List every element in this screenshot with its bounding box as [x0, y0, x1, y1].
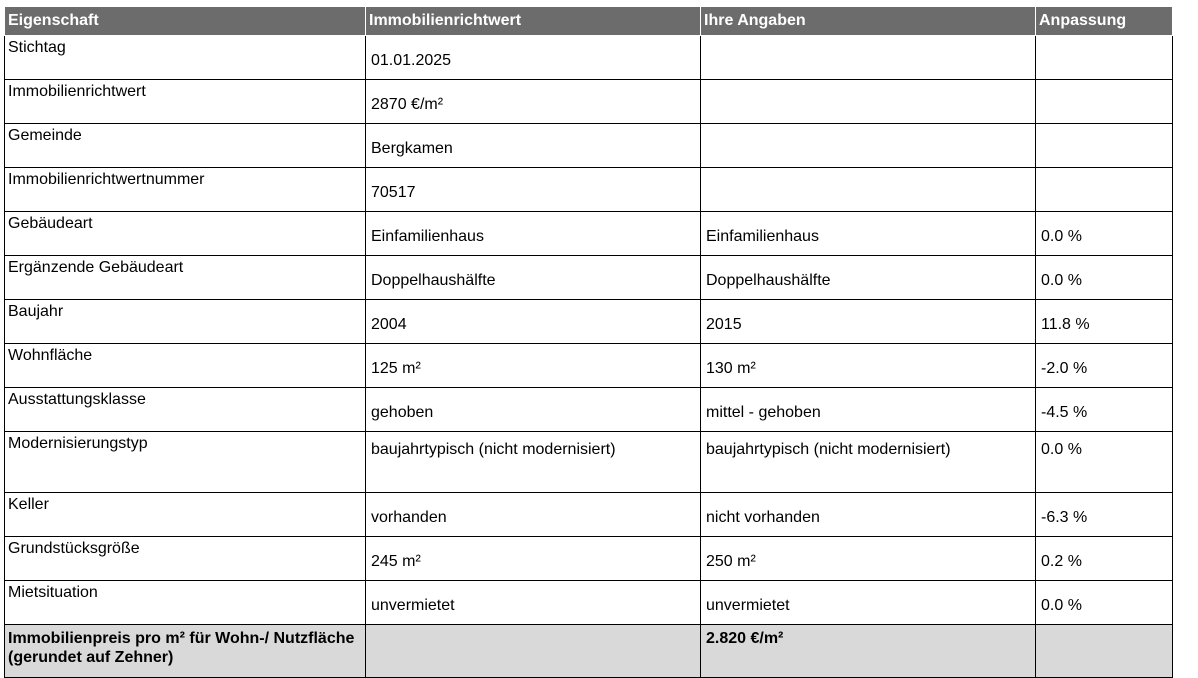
cell-adjustment: 0.0 %: [1036, 581, 1173, 625]
cell-reference: gehoben: [366, 388, 701, 432]
cell-input: 130 m²: [701, 344, 1036, 388]
cell-adjustment: [1036, 124, 1173, 168]
cell-reference: baujahrtypisch (nicht modernisiert): [366, 432, 701, 493]
table-row: [5, 212, 1173, 256]
cell-input: mittel - gehoben: [701, 388, 1036, 432]
total-row: [5, 625, 1173, 678]
table-row: [5, 124, 1173, 168]
table-row: [5, 168, 1173, 212]
header-reference: Immobilienrichtwert: [366, 7, 701, 36]
cell-reference: 01.01.2025: [366, 36, 701, 80]
cell-property: Immobilienrichtwert: [5, 80, 366, 124]
cell-property: Baujahr: [5, 300, 366, 344]
cell-property: Mietsituation: [5, 581, 366, 625]
cell-reference: 2004: [366, 300, 701, 344]
cell-property: Modernisierungstyp: [5, 432, 366, 493]
cell-reference: Einfamilienhaus: [366, 212, 701, 256]
cell-property: Ergänzende Gebäudeart: [5, 256, 366, 300]
cell-property: Ausstattungsklasse: [5, 388, 366, 432]
table-row: [5, 256, 1173, 300]
cell-property: Immobilienrichtwertnummer: [5, 168, 366, 212]
cell-adjustment: 11.8 %: [1036, 300, 1173, 344]
cell-adjustment: 0.2 %: [1036, 537, 1173, 581]
table-row: [5, 581, 1173, 625]
valuation-table: [4, 6, 1173, 678]
table-row: [5, 537, 1173, 581]
cell-adjustment: [1036, 36, 1173, 80]
table-row: [5, 493, 1173, 537]
cell-property: Keller: [5, 493, 366, 537]
cell-adjustment: 0.0 %: [1036, 212, 1173, 256]
cell-property: Gemeinde: [5, 124, 366, 168]
table-row: [5, 388, 1173, 432]
cell-adjustment: [1036, 168, 1173, 212]
cell-input: baujahrtypisch (nicht modernisiert): [701, 432, 1036, 493]
header-input: Ihre Angaben: [701, 7, 1036, 36]
cell-input: [701, 36, 1036, 80]
header-adjustment: Anpassung: [1036, 7, 1173, 36]
cell-reference: unvermietet: [366, 581, 701, 625]
cell-reference: 125 m²: [366, 344, 701, 388]
cell-input: 250 m²: [701, 537, 1036, 581]
cell-input: Einfamilienhaus: [701, 212, 1036, 256]
cell-reference: Bergkamen: [366, 124, 701, 168]
cell-adjustment: -2.0 %: [1036, 344, 1173, 388]
cell-input: [701, 80, 1036, 124]
cell-property: Wohnfläche: [5, 344, 366, 388]
cell-adjustment: -6.3 %: [1036, 493, 1173, 537]
cell-reference: Doppelhaushälfte: [366, 256, 701, 300]
table-row: [5, 432, 1173, 493]
cell-input: [701, 168, 1036, 212]
cell-adjustment: [1036, 80, 1173, 124]
total-input: 2.820 €/m²: [701, 625, 1036, 678]
table-row: [5, 344, 1173, 388]
header-row: [5, 7, 1173, 36]
total-reference: [366, 625, 701, 678]
cell-adjustment: 0.0 %: [1036, 432, 1173, 493]
table-row: [5, 80, 1173, 124]
cell-reference: 2870 €/m²: [366, 80, 701, 124]
table-row: [5, 36, 1173, 80]
cell-input: [701, 124, 1036, 168]
total-adjustment: [1036, 625, 1173, 678]
cell-reference: 70517: [366, 168, 701, 212]
cell-input: 2015: [701, 300, 1036, 344]
cell-adjustment: -4.5 %: [1036, 388, 1173, 432]
cell-input: Doppelhaushälfte: [701, 256, 1036, 300]
cell-property: Stichtag: [5, 36, 366, 80]
header-property: Eigenschaft: [5, 7, 366, 36]
cell-property: Gebäudeart: [5, 212, 366, 256]
cell-reference: 245 m²: [366, 537, 701, 581]
cell-adjustment: 0.0 %: [1036, 256, 1173, 300]
total-label: Immobilienpreis pro m² für Wohn-/ Nutzfläche (gerundet auf Zehner): [5, 625, 366, 678]
cell-input: unvermietet: [701, 581, 1036, 625]
cell-input: nicht vorhanden: [701, 493, 1036, 537]
table-row: [5, 300, 1173, 344]
cell-reference: vorhanden: [366, 493, 701, 537]
cell-property: Grundstücksgröße: [5, 537, 366, 581]
